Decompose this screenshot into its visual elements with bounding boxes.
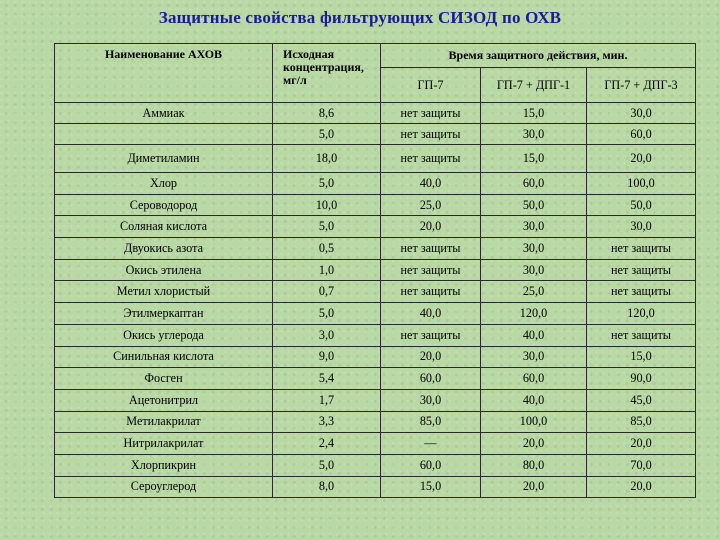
name-cell: Нитрилакрилат — [55, 433, 273, 455]
gp7-cell: 60,0 — [381, 368, 481, 390]
header-name: Наименование АХОВ — [55, 44, 273, 103]
dpg1-cell: 40,0 — [481, 324, 587, 346]
gp7-cell: нет защиты — [381, 259, 481, 281]
name-cell: Соляная кислота — [55, 216, 273, 238]
dpg3-cell: 15,0 — [587, 346, 696, 368]
dpg1-cell: 50,0 — [481, 194, 587, 216]
dpg1-cell: 20,0 — [481, 433, 587, 455]
conc-cell: 8,0 — [273, 476, 381, 498]
dpg1-cell: 30,0 — [481, 346, 587, 368]
gp7-cell: 30,0 — [381, 389, 481, 411]
dpg1-cell: 15,0 — [481, 103, 587, 124]
name-cell: Диметиламин — [55, 145, 273, 173]
conc-cell: 3,3 — [273, 411, 381, 433]
dpg3-cell: нет защиты — [587, 238, 696, 260]
dpg3-cell: 60,0 — [587, 124, 696, 145]
gp7-cell: 15,0 — [381, 476, 481, 498]
gp7-cell: 60,0 — [381, 454, 481, 476]
dpg1-cell: 60,0 — [481, 173, 587, 195]
name-cell: Хлорпикрин — [55, 454, 273, 476]
name-cell: Сероуглерод — [55, 476, 273, 498]
header-gp7: ГП-7 — [381, 68, 481, 103]
table-row — [55, 124, 696, 145]
gp7-cell: нет защиты — [381, 124, 481, 145]
dpg1-cell: 20,0 — [481, 476, 587, 498]
conc-cell: 5,0 — [273, 173, 381, 195]
conc-cell: 1,7 — [273, 389, 381, 411]
name-cell: Метил хлористый — [55, 281, 273, 303]
table-row — [55, 173, 696, 195]
table-row — [55, 324, 696, 346]
dpg3-cell: 20,0 — [587, 433, 696, 455]
dpg1-cell: 30,0 — [481, 259, 587, 281]
gp7-cell: 20,0 — [381, 346, 481, 368]
name-cell: Двуокись азота — [55, 238, 273, 260]
name-cell: Синильная кислота — [55, 346, 273, 368]
table-row — [55, 411, 696, 433]
gp7-cell: 85,0 — [381, 411, 481, 433]
name-cell: Сероводород — [55, 194, 273, 216]
table-row — [55, 194, 696, 216]
dpg1-cell: 60,0 — [481, 368, 587, 390]
table-row — [55, 259, 696, 281]
table-row — [55, 476, 696, 498]
dpg3-cell: 90,0 — [587, 368, 696, 390]
dpg1-cell: 120,0 — [481, 303, 587, 325]
dpg1-cell: 30,0 — [481, 216, 587, 238]
table-body — [55, 103, 696, 498]
dpg3-cell: 120,0 — [587, 303, 696, 325]
dpg1-cell: 40,0 — [481, 389, 587, 411]
table-row — [55, 216, 696, 238]
name-cell: Метилакрилат — [55, 411, 273, 433]
dpg3-cell: 30,0 — [587, 103, 696, 124]
table-row — [55, 389, 696, 411]
header-gp7-dpg3: ГП-7 + ДПГ-3 — [587, 68, 696, 103]
dpg1-cell: 30,0 — [481, 238, 587, 260]
dpg3-cell: нет защиты — [587, 281, 696, 303]
dpg1-cell: 25,0 — [481, 281, 587, 303]
conc-cell: 9,0 — [273, 346, 381, 368]
gp7-cell: — — [381, 433, 481, 455]
conc-cell: 0,5 — [273, 238, 381, 260]
table-row — [55, 103, 696, 124]
name-cell: Окись этилена — [55, 259, 273, 281]
table-row — [55, 346, 696, 368]
table-row — [55, 454, 696, 476]
conc-cell: 5,0 — [273, 124, 381, 145]
name-cell: Окись углерода — [55, 324, 273, 346]
gp7-cell: 25,0 — [381, 194, 481, 216]
page-title: Защитные свойства фильтрующих СИЗОД по ОХВ — [158, 8, 562, 27]
dpg1-cell: 15,0 — [481, 145, 587, 173]
dpg1-cell: 100,0 — [481, 411, 587, 433]
gp7-cell: нет защиты — [381, 324, 481, 346]
dpg3-cell: 85,0 — [587, 411, 696, 433]
header-concentration: Исходная концентрация, мг/л — [273, 44, 381, 103]
conc-cell: 1,0 — [273, 259, 381, 281]
table-row — [55, 238, 696, 260]
conc-cell: 10,0 — [273, 194, 381, 216]
name-cell: Этилмеркаптан — [55, 303, 273, 325]
dpg3-cell: 50,0 — [587, 194, 696, 216]
table-row — [55, 433, 696, 455]
dpg3-cell: 20,0 — [587, 476, 696, 498]
gp7-cell: нет защиты — [381, 281, 481, 303]
gp7-cell: нет защиты — [381, 145, 481, 173]
conc-cell: 18,0 — [273, 145, 381, 173]
header-time: Время защитного действия, мин. — [381, 44, 696, 68]
name-cell — [55, 124, 273, 145]
dpg3-cell: 20,0 — [587, 145, 696, 173]
name-cell: Ацетонитрил — [55, 389, 273, 411]
gp7-cell: 20,0 — [381, 216, 481, 238]
table-row — [55, 368, 696, 390]
conc-cell: 8,6 — [273, 103, 381, 124]
header-gp7-dpg1: ГП-7 + ДПГ-1 — [481, 68, 587, 103]
conc-cell: 5,4 — [273, 368, 381, 390]
table-row — [55, 281, 696, 303]
conc-cell: 5,0 — [273, 454, 381, 476]
dpg3-cell: 30,0 — [587, 216, 696, 238]
dpg3-cell: 70,0 — [587, 454, 696, 476]
conc-cell: 3,0 — [273, 324, 381, 346]
dpg3-cell: нет защиты — [587, 324, 696, 346]
dpg1-cell: 80,0 — [481, 454, 587, 476]
table-row — [55, 303, 696, 325]
gp7-cell: 40,0 — [381, 173, 481, 195]
dpg3-cell: 45,0 — [587, 389, 696, 411]
name-cell: Аммиак — [55, 103, 273, 124]
conc-cell: 0,7 — [273, 281, 381, 303]
table-row — [55, 145, 696, 173]
gp7-cell: нет защиты — [381, 103, 481, 124]
name-cell: Фосген — [55, 368, 273, 390]
conc-cell: 5,0 — [273, 303, 381, 325]
conc-cell: 2,4 — [273, 433, 381, 455]
gp7-cell: нет защиты — [381, 238, 481, 260]
dpg1-cell: 30,0 — [481, 124, 587, 145]
gp7-cell: 40,0 — [381, 303, 481, 325]
dpg3-cell: нет защиты — [587, 259, 696, 281]
dpg3-cell: 100,0 — [587, 173, 696, 195]
conc-cell: 5,0 — [273, 216, 381, 238]
protection-table — [54, 43, 696, 498]
name-cell: Хлор — [55, 173, 273, 195]
